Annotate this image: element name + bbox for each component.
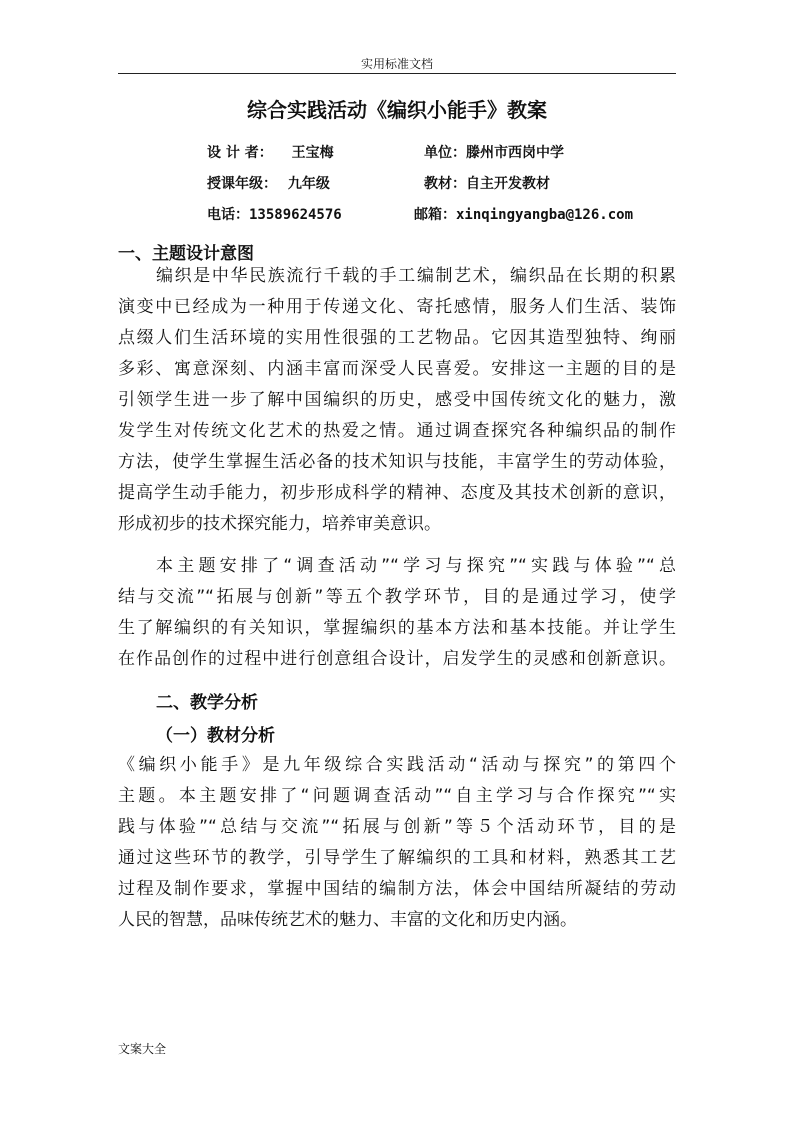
paragraph-line: 演变中已经成为一种用于传递文化、寄托感情，服务人们生活、装饰 bbox=[118, 297, 676, 317]
paragraph-line: 过程及制作要求，掌握中国结的编制方法，体会中国结所凝结的劳动 bbox=[118, 879, 676, 899]
paragraph-line: 发学生对传统文化艺术的热爱之情。通过调查探究各种编织品的制作 bbox=[118, 421, 676, 441]
paragraph-line: 主题。本主题安排了“问题调查活动”“自主学习与合作探究”“实 bbox=[118, 786, 676, 806]
unit-label: 单位： bbox=[424, 145, 466, 161]
email-value: xinqingyangba@126.com bbox=[456, 207, 634, 223]
textbook-value: 自主开发教材 bbox=[466, 176, 550, 192]
paragraph-line: 践与体验”“总结与交流”“拓展与创新”等５个活动环节，目的是 bbox=[118, 817, 676, 837]
paragraph-line: 人民的智慧，品味传统艺术的魅力、丰富的文化和历史内涵。 bbox=[118, 910, 577, 930]
paragraph-line: 《编织小能手》是九年级综合实践活动“活动与探究”的第四个 bbox=[118, 755, 676, 775]
section1-heading: 一、主题设计意图 bbox=[118, 244, 254, 264]
phone-row bbox=[207, 204, 342, 224]
paragraph-line: 生了解编织的有关知识，掌握编织的基本方法和基本技能。并让学生 bbox=[118, 618, 676, 638]
paragraph-line: 结与交流”“拓展与创新”等五个教学环节，目的是通过学习，使学 bbox=[118, 587, 676, 607]
section2-heading: 二、教学分析 bbox=[156, 693, 258, 713]
designer-row bbox=[207, 142, 334, 162]
paragraph-line: 编织是中华民族流行千载的手工编制艺术，编织品在长期的积累 bbox=[156, 266, 676, 286]
phone-value: 13589624576 bbox=[249, 207, 342, 223]
document-title: 综合实践活动《编织小能手》教案 bbox=[247, 98, 547, 122]
paragraph-line: 通过这些环节的教学，引导学生了解编织的工具和材料，熟悉其工艺 bbox=[118, 848, 676, 868]
email-label: 邮箱： bbox=[414, 207, 456, 223]
grade-row bbox=[207, 173, 330, 193]
paragraph-line: 多彩、寓意深刻、内涵丰富而深受人民喜爱。安排这一主题的目的是 bbox=[118, 359, 676, 379]
subsection-heading: （一）教材分析 bbox=[156, 726, 275, 746]
header-divider bbox=[118, 73, 676, 74]
designer-value: 王宝梅 bbox=[291, 145, 334, 161]
grade-value: 九年级 bbox=[287, 176, 330, 192]
textbook-row bbox=[424, 173, 550, 193]
phone-label: 电话： bbox=[207, 207, 249, 223]
paragraph-line: 点缀人们生活环境的实用性很强的工艺物品。它因其造型独特、绚丽 bbox=[118, 328, 676, 348]
email-row bbox=[414, 204, 633, 224]
paragraph-line: 本主题安排了“调查活动”“学习与探究”“实践与体验”“总 bbox=[156, 556, 676, 576]
textbook-label: 教材： bbox=[424, 176, 466, 192]
paragraph-line: 在作品创作的过程中进行创意组合设计，启发学生的灵感和创新意识。 bbox=[118, 649, 676, 669]
unit-row bbox=[424, 142, 564, 162]
grade-label: 授课年级： bbox=[207, 176, 277, 192]
paragraph-line: 方法，使学生掌握生活必备的技术知识与技能，丰富学生的劳动体验， bbox=[118, 452, 676, 472]
paragraph-line: 形成初步的技术探究能力，培养审美意识。 bbox=[118, 514, 441, 534]
page-footer: 文案大全 bbox=[118, 1042, 167, 1056]
designer-label: 设 计 者： bbox=[207, 145, 273, 161]
paragraph-line: 提高学生动手能力，初步形成科学的精神、态度及其技术创新的意识， bbox=[118, 483, 676, 503]
page-header: 实用标准文档 bbox=[360, 57, 433, 71]
paragraph-line: 引领学生进一步了解中国编织的历史，感受中国传统文化的魅力，激 bbox=[118, 390, 676, 410]
unit-value: 滕州市西岗中学 bbox=[466, 145, 564, 161]
